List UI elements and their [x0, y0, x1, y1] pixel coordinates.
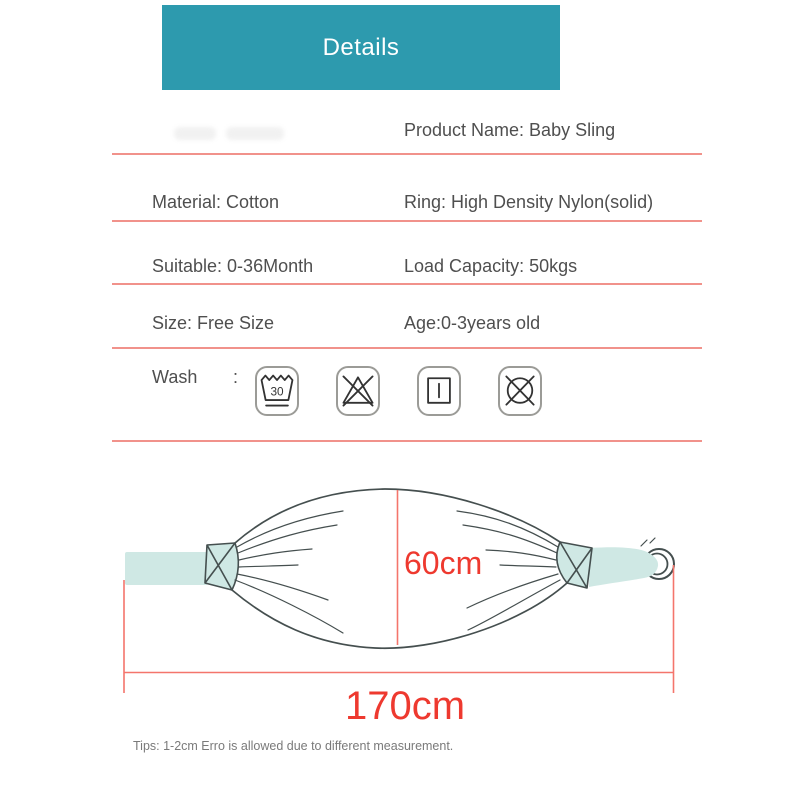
right-strap — [589, 547, 658, 587]
details-header — [162, 5, 560, 90]
spec-size: Size: Free Size — [152, 313, 275, 333]
divider-line — [112, 347, 702, 349]
spec-load-capacity: Load Capacity: 50kgs — [404, 256, 578, 276]
spec-product-name: Product Name: Baby Sling — [404, 120, 616, 140]
wash-colon: : — [233, 367, 239, 387]
spec-age: Age:0-3years old — [404, 313, 541, 333]
do-not-bleach-icon — [336, 366, 380, 416]
drip-dry-icon — [417, 366, 461, 416]
divider-line — [112, 283, 702, 285]
do-not-tumble-dry-icon — [498, 366, 542, 416]
left-strap — [125, 552, 208, 585]
divider-line — [112, 153, 702, 155]
spec-ring: Ring: High Density Nylon(solid) — [404, 192, 654, 212]
right-gather-box — [557, 542, 592, 588]
wash-label: Wash — [152, 367, 198, 387]
pouch-outline — [232, 489, 567, 648]
wash-temp-value: 30 — [270, 384, 284, 399]
spec-suitable: Suitable: 0-36Month — [152, 256, 314, 276]
spec-material: Material: Cotton — [152, 192, 280, 212]
faded-watermark — [174, 127, 216, 140]
machine-wash-30-icon — [255, 366, 299, 416]
tips-note: Tips: 1-2cm Erro is allowed due to different measurement. — [133, 739, 454, 753]
width-dimension-label: 170cm — [344, 684, 466, 728]
divider-line — [112, 220, 702, 222]
faded-watermark — [226, 127, 284, 140]
divider-line — [112, 440, 702, 442]
left-gather-box — [205, 543, 238, 590]
baby-sling-diagram — [100, 470, 710, 720]
dimension-lines — [124, 490, 674, 693]
details-title: Details — [322, 33, 400, 61]
height-dimension-label: 60cm — [404, 545, 483, 581]
